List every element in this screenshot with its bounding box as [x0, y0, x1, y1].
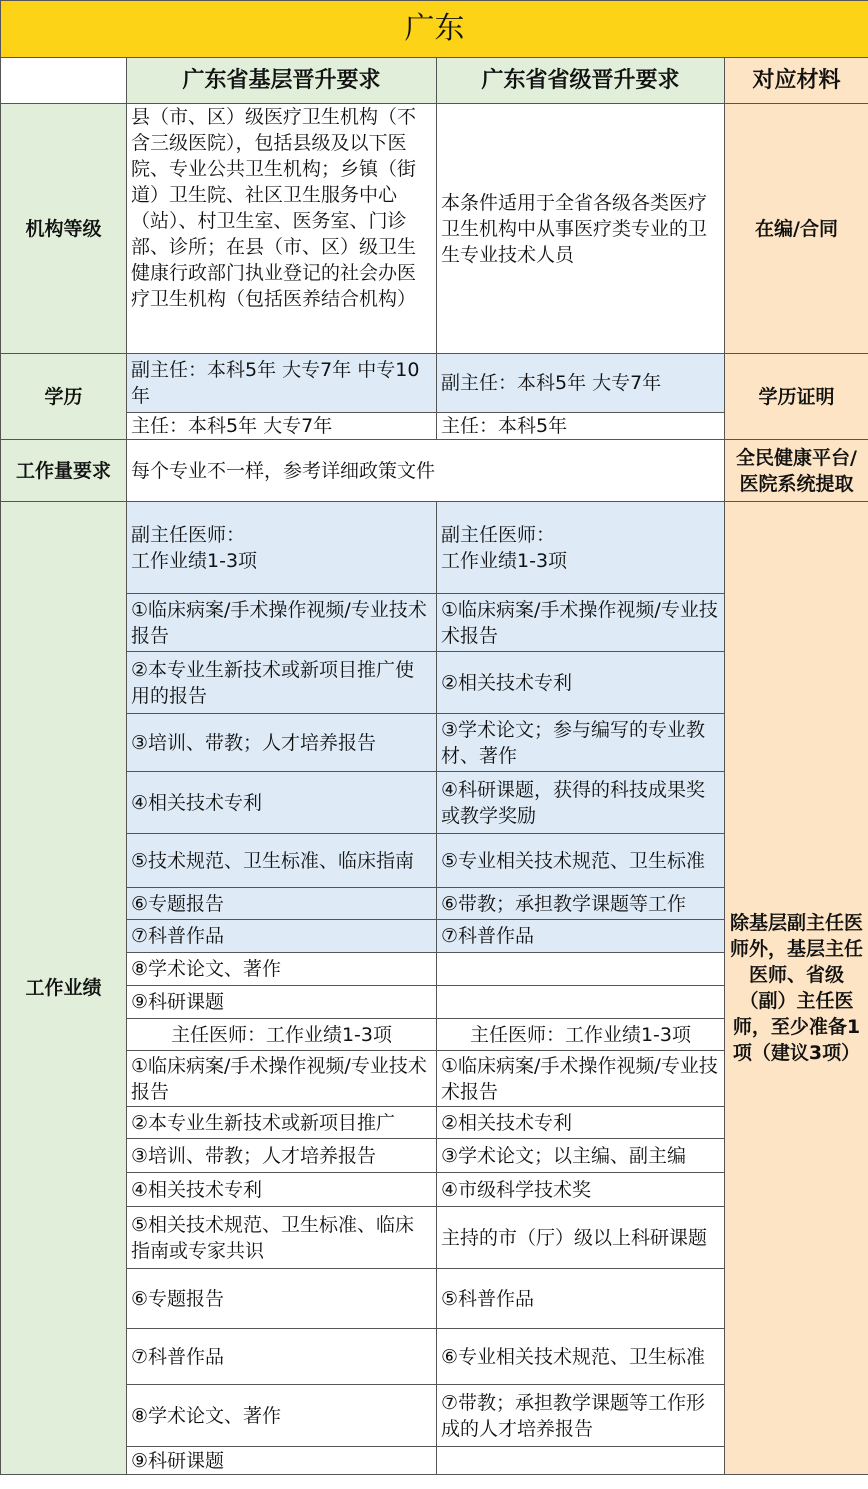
education-provincial-deputy: 副主任：本科5年 大专7年	[437, 354, 725, 413]
deputy-head-basic: 副主任医师： 工作业绩1-3项	[127, 502, 437, 594]
chief-provincial-item: ④市级科学技术奖	[437, 1173, 725, 1207]
deputy-basic-item: ③培训、带教；人才培养报告	[127, 714, 437, 772]
chief-head-basic: 主任医师：工作业绩1-3项	[127, 1019, 437, 1051]
education-label: 学历	[1, 354, 127, 440]
chief-basic-item: ①临床病案/手术操作视频/专业技术报告	[127, 1051, 437, 1107]
chief-provincial-item: 主持的市（厅）级以上科研课题	[437, 1207, 725, 1269]
header-material: 对应材料	[725, 58, 868, 104]
deputy-provincial-item: ③学术论文；参与编写的专业教材、著作	[437, 714, 725, 772]
chief-provincial-item: ②相关技术专利	[437, 1107, 725, 1139]
deputy-provincial-item	[437, 953, 725, 986]
deputy-basic-item: ①临床病案/手术操作视频/专业技术报告	[127, 594, 437, 652]
chief-provincial-item	[437, 1447, 725, 1475]
deputy-basic-item: ②本专业生新技术或新项目推广使用的报告	[127, 652, 437, 714]
deputy-provincial-item	[437, 986, 725, 1019]
chief-provincial-item: ⑦带教；承担教学课题等工作形成的人才培养报告	[437, 1385, 725, 1447]
institution-provincial: 本条件适用于全省各级各类医疗卫生机构中从事医疗类专业的卫生专业技术人员	[437, 104, 725, 354]
deputy-provincial-item: ⑦科普作品	[437, 920, 725, 953]
header-provincial: 广东省省级晋升要求	[437, 58, 725, 104]
institution-label: 机构等级	[1, 104, 127, 354]
performance-label: 工作业绩	[1, 502, 127, 1475]
workload-text: 每个专业不一样，参考详细政策文件	[127, 440, 725, 502]
education-basic-deputy: 副主任：本科5年 大专7年 中专10年	[127, 354, 437, 413]
chief-basic-item: ③培训、带教；人才培养报告	[127, 1139, 437, 1173]
deputy-basic-item: ⑤技术规范、卫生标准、临床指南	[127, 834, 437, 888]
institution-material: 在编/合同	[725, 104, 868, 354]
chief-provincial-item: ⑥专业相关技术规范、卫生标准	[437, 1329, 725, 1385]
deputy-provincial-item: ④科研课题，获得的科技成果奖或教学奖励	[437, 772, 725, 834]
education-provincial-chief: 主任：本科5年	[437, 413, 725, 440]
workload-material: 全民健康平台/医院系统提取	[725, 440, 868, 502]
chief-provincial-item: ③学术论文；以主编、副主编	[437, 1139, 725, 1173]
chief-basic-item: ⑦科普作品	[127, 1329, 437, 1385]
deputy-provincial-item: ⑤专业相关技术规范、卫生标准	[437, 834, 725, 888]
workload-label: 工作量要求	[1, 440, 127, 502]
chief-basic-item: ⑥专题报告	[127, 1269, 437, 1329]
deputy-provincial-item: ⑥带教；承担教学课题等工作	[437, 888, 725, 920]
chief-basic-item: ⑤相关技术规范、卫生标准、临床指南或专家共识	[127, 1207, 437, 1269]
deputy-basic-item: ⑨科研课题	[127, 986, 437, 1019]
education-basic-chief: 主任：本科5年 大专7年	[127, 413, 437, 440]
deputy-basic-item: ⑥专题报告	[127, 888, 437, 920]
chief-basic-item: ②本专业生新技术或新项目推广	[127, 1107, 437, 1139]
page-title: 广东	[1, 1, 868, 58]
header-empty-cell	[1, 58, 127, 104]
deputy-head-provincial: 副主任医师： 工作业绩1-3项	[437, 502, 725, 594]
institution-basic: 县（市、区）级医疗卫生机构（不含三级医院），包括县级及以下医院、专业公共卫生机构；乡镇（街道）卫生院、社区卫生服务中心（站）、村卫生室、医务室、门诊部、诊所；在县（市、区）级卫生健康行政部门执业登记的社会办医疗卫生机构（包括医养结合机构）	[127, 104, 437, 354]
deputy-provincial-item: ②相关技术专利	[437, 652, 725, 714]
chief-basic-item: ⑨科研课题	[127, 1447, 437, 1475]
deputy-basic-item: ⑦科普作品	[127, 920, 437, 953]
performance-material: 除基层副主任医师外，基层主任医师、省级（副）主任医师，至少准备1项（建议3项）	[725, 502, 868, 1475]
deputy-basic-item: ⑧学术论文、著作	[127, 953, 437, 986]
chief-provincial-item: ①临床病案/手术操作视频/专业技术报告	[437, 1051, 725, 1107]
chief-basic-item: ④相关技术专利	[127, 1173, 437, 1207]
header-basic: 广东省基层晋升要求	[127, 58, 437, 104]
chief-head-provincial: 主任医师：工作业绩1-3项	[437, 1019, 725, 1051]
chief-basic-item: ⑧学术论文、著作	[127, 1385, 437, 1447]
chief-provincial-item: ⑤科普作品	[437, 1269, 725, 1329]
deputy-basic-item: ④相关技术专利	[127, 772, 437, 834]
deputy-provincial-item: ①临床病案/手术操作视频/专业技术报告	[437, 594, 725, 652]
education-material: 学历证明	[725, 354, 868, 440]
